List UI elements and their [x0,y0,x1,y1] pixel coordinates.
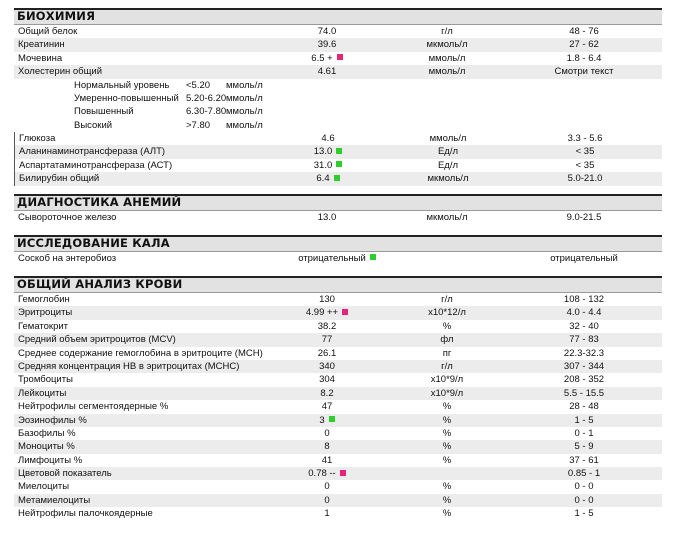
level-label: Повышенный [74,106,134,118]
result-value: 304 [319,374,335,386]
result-unit: % [442,494,452,506]
result-value-cell [303,145,353,158]
result-value-cell [302,507,352,520]
biochem-section [14,8,662,186]
reference-range: 27 - 62 [569,39,599,51]
test-name: Средняя концентрация НВ в эритроцитах (MCHC) [18,360,240,372]
reference-range: 28 - 48 [569,401,599,413]
reference-range: 5.5 - 15.5 [563,387,605,399]
test-name: Лимфоциты % [18,454,83,466]
biochem-rows-2 [14,132,662,186]
result-row [14,306,662,319]
level-label: Нормальный уровень [74,79,170,91]
result-unit: x10*9/л [430,387,464,399]
reference-range: 307 - 344 [563,360,605,372]
normal-flag-icon [334,175,340,181]
result-unit: мкмоль/л [427,173,469,185]
result-unit: % [442,508,452,520]
result-row [14,38,662,51]
level-range: 6.30-7.80 [186,106,227,118]
result-value: 4.99 ++ [305,307,339,319]
anemia-section [14,194,662,224]
level-range: <5.20 [186,79,211,91]
result-row [14,373,662,386]
result-value: 1 [324,508,330,520]
level-unit: ммоль/л [226,119,263,131]
result-unit: % [442,401,452,413]
reference-range: 1 - 5 [574,508,594,520]
result-value: 31.0 [313,159,333,171]
result-value: 41 [321,454,333,466]
result-row [14,52,662,65]
result-value: 13.0 [313,146,333,158]
result-unit: % [442,481,452,493]
result-row [14,440,662,453]
result-row [14,159,662,172]
result-unit: ммоль/л [429,132,467,144]
test-name: Креатинин [18,39,65,51]
result-value-cell [302,480,352,493]
result-value: 8.2 [320,387,334,399]
reference-range: 77 - 83 [569,334,599,346]
result-value: 0 [324,494,330,506]
biochem-rows [14,25,662,79]
reference-range: 3.3 - 5.6 [567,132,603,144]
result-value: 38.2 [317,320,337,332]
test-name: Базофилы % [18,427,76,439]
result-value-cell [303,132,353,145]
test-name: Нейтрофилы палочкоядерные [18,508,153,520]
result-value: отрицательный [298,253,366,264]
test-name: Аланинаминотрансфераза (АЛТ) [19,146,166,158]
result-unit: Ед/л [437,159,459,171]
result-value-cell [282,252,392,265]
result-value-cell [302,52,352,65]
result-row [14,320,662,333]
result-unit: пг [442,347,452,359]
reference-range: 0 - 0 [574,481,594,493]
test-name: Среднее содержание гемоглобина в эритроците (MCH) [18,347,263,359]
test-name: Лейкоциты [18,387,67,399]
result-unit: % [442,427,452,439]
result-unit: г/л [441,26,453,37]
result-value-cell [302,211,352,224]
abnormal-flag-icon [340,470,346,476]
normal-flag-icon [370,254,376,260]
reference-range: 0 - 0 [574,494,594,506]
level-unit: ммоль/л [226,79,263,91]
reference-range: 9.0-21.5 [566,212,602,223]
test-name: Аспартатаминотрансфераза (АСТ) [19,159,173,171]
result-value-cell [302,306,352,319]
result-row [14,360,662,373]
test-name: Общий белок [18,26,78,37]
reference-range: < 35 [575,146,595,158]
test-name: Гемоглобин [18,294,70,305]
result-value: 0 [324,427,330,439]
result-unit: фл [440,334,454,346]
cholesterol-level-row [14,92,662,105]
result-row [14,347,662,360]
reference-range: 32 - 40 [569,320,599,332]
result-value-cell [302,320,352,333]
result-value: 0.78 -- [308,468,336,480]
reference-range: 22.3-32.3 [563,347,605,359]
test-name: Миелоциты [18,481,70,493]
stool-rows [14,252,662,265]
result-unit: мкмоль/л [426,212,468,223]
test-name: Глюкоза [19,132,56,144]
result-value: 8 [324,441,330,453]
reference-range: 5 - 9 [574,441,594,453]
result-row [14,454,662,467]
test-name: Гематокрит [18,320,69,332]
blood-section [14,276,662,521]
reference-range: 5.0-21.0 [567,173,603,185]
test-name: Соскоб на энтеробиоз [18,253,117,264]
result-row [14,427,662,440]
result-value: 6.4 [316,173,330,185]
test-name: Метамиелоциты [18,494,91,506]
result-unit: % [442,414,452,426]
result-value-cell [302,494,352,507]
test-name: Тромбоциты [18,374,73,386]
test-name: Мочевина [18,52,63,64]
result-value-cell [302,293,352,306]
test-name: Цветовой показатель [18,468,112,480]
result-unit: г/л [441,294,453,305]
result-value-cell [302,38,352,51]
result-unit: ммоль/л [428,52,466,64]
result-value-cell [302,414,352,427]
level-label: Высокий [74,119,113,131]
result-row [14,467,662,480]
result-row [14,25,662,38]
reference-range: 208 - 352 [563,374,605,386]
result-value-cell [302,25,352,38]
result-unit: x10*12/л [428,307,466,319]
test-name: Билирубин общий [19,173,100,185]
blood-rows [14,293,662,521]
stool-section [14,235,662,265]
result-value-cell [302,373,352,386]
result-value: 6.5 + [311,52,333,64]
result-value: 340 [319,360,335,372]
level-unit: ммоль/л [226,92,263,104]
reference-range: 37 - 61 [569,454,599,466]
result-value: 13.0 [317,212,337,223]
normal-flag-icon [336,161,342,167]
result-unit: г/л [441,360,453,372]
stool-title: ИССЛЕДОВАНИЕ КАЛА [14,235,662,252]
cholesterol-level-row [14,105,662,118]
reference-range: 1.8 - 6.4 [566,52,602,64]
result-value-cell [302,454,352,467]
result-value: 77 [321,334,333,346]
blood-title: ОБЩИЙ АНАЛИЗ КРОВИ [14,276,662,293]
result-value: 39.6 [317,39,337,51]
test-name: Холестерин общий [18,66,103,78]
cholesterol-levels [14,79,662,131]
result-value-cell [302,347,352,360]
reference-range: отрицательный [550,253,618,264]
result-unit: x10*9/л [430,374,464,386]
result-value-cell [302,400,352,413]
result-value: 130 [319,294,335,305]
biochem-title: БИОХИМИЯ [14,8,662,25]
reference-range: Смотри текст [554,66,614,78]
test-name: Моноциты % [18,441,75,453]
result-row [14,293,662,306]
normal-flag-icon [336,148,342,154]
result-unit: Ед/л [437,146,459,158]
result-value-cell [302,467,352,480]
result-row [14,132,662,145]
result-value-cell [302,427,352,440]
result-row [14,494,662,507]
result-unit: % [442,441,452,453]
result-value: 26.1 [317,347,337,359]
result-row [14,400,662,413]
reference-range: 1 - 5 [574,414,594,426]
result-row [14,507,662,520]
abnormal-flag-icon [337,54,343,60]
test-name: Нейтрофилы сегментоядерные % [18,401,169,413]
anemia-title: ДИАГНОСТИКА АНЕМИЙ [14,194,662,211]
reference-range: < 35 [575,159,595,171]
result-row [14,333,662,346]
cholesterol-level-row [14,79,662,92]
abnormal-flag-icon [342,309,348,315]
level-unit: ммоль/л [226,106,263,118]
reference-range: 4.0 - 4.4 [566,307,602,319]
result-unit: % [442,320,452,332]
result-value-cell [302,440,352,453]
result-row [14,211,662,224]
result-row [14,252,662,265]
result-value-cell [302,65,352,78]
result-row [14,145,662,158]
cholesterol-level-row [14,119,662,132]
result-unit: мкмоль/л [426,39,468,51]
level-range: >7.80 [186,119,211,131]
reference-range: 108 - 132 [563,294,605,305]
reference-range: 0.85 - 1 [567,468,601,480]
result-value: 74.0 [317,26,337,37]
level-label: Умеренно-повышенный [74,92,179,104]
result-value-cell [302,387,352,400]
reference-range: 0 - 1 [574,427,594,439]
result-row [14,172,662,185]
test-name: Сывороточное железо [18,212,117,223]
result-value-cell [303,172,353,185]
result-value: 0 [324,481,330,493]
test-name: Эозинофилы % [18,414,87,426]
result-value-cell [302,333,352,346]
result-value: 47 [321,401,333,413]
result-row [14,480,662,493]
reference-range: 48 - 76 [569,26,599,37]
result-unit: % [442,454,452,466]
normal-flag-icon [329,416,335,422]
result-row [14,65,662,78]
result-value-cell [302,360,352,373]
test-name: Эритроциты [18,307,73,319]
result-row [14,387,662,400]
test-name: Средний объем эритроцитов (MCV) [18,334,176,346]
result-value-cell [303,159,353,172]
result-row [14,414,662,427]
result-value: 4.6 [321,132,335,144]
result-value: 3 [319,414,325,426]
level-range: 5.20-6.20 [186,92,227,104]
result-unit: ммоль/л [428,66,466,78]
result-value: 4.61 [317,66,337,78]
anemia-rows [14,211,662,224]
